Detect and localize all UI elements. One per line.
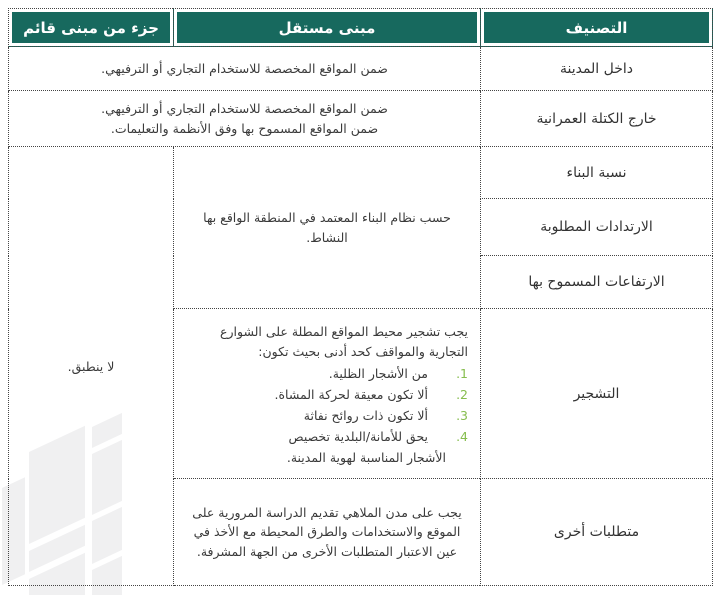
building-ratio-label: نسبة البناء — [481, 147, 713, 199]
not-applicable-cell: لا ينطبق. — [9, 147, 174, 586]
landscaping-intro: يجب تشجير محيط المواقع المطلة على الشوارع التجارية والمواقف كحد أدنى بحيث تكون: — [220, 323, 468, 359]
list-item-number: 1. — [456, 365, 468, 381]
list-item — [184, 427, 468, 447]
row-outside-urban-mass — [9, 91, 713, 147]
list-item-text: ألا تكون ذات روائح نفاثة — [303, 407, 428, 423]
list-item-number: 4. — [456, 428, 468, 444]
outside-urban-mass-label: خارج الكتلة العمرانية — [481, 91, 713, 147]
classification-table — [8, 8, 713, 586]
row-building-ratio — [9, 147, 713, 199]
list-item-text: من الأشجار الظلية. — [328, 365, 428, 381]
row-inside-city — [9, 47, 713, 91]
building-system-note: حسب نظام البناء المعتمد في المنطقة الواقع بها النشاط. — [174, 147, 481, 309]
required-setbacks-label: الارتدادات المطلوبة — [481, 199, 713, 256]
header-row — [9, 9, 713, 47]
allowed-heights-label: الارتفاعات المسموح بها — [481, 256, 713, 309]
inside-city-label: داخل المدينة — [481, 47, 713, 91]
landscaping-label: التشجير — [481, 309, 713, 479]
list-item — [184, 406, 468, 426]
list-item-text: يحق للأمانة/البلدية تخصيص — [288, 428, 428, 444]
header-standalone-building: مبنى مستقل — [174, 9, 481, 47]
outside-urban-mass-value — [9, 91, 481, 147]
outside-urban-mass-line2: ضمن المواقع المسموح بها وفق الأنظمة والتعليمات. — [110, 120, 379, 136]
list-item-text: ألا تكون معيقة لحركة المشاة. — [274, 386, 428, 402]
inside-city-value: ضمن المواقع المخصصة للاستخدام التجاري أو الترفيهي. — [9, 47, 481, 91]
list-item-number: 2. — [456, 386, 468, 402]
landscaping-requirements — [174, 309, 481, 479]
other-requirements-label: متطلبات أخرى — [481, 479, 713, 586]
list-item-continuation: الأشجار المناسبة لهوية المدينة. — [286, 449, 446, 465]
other-requirements-value: يجب على مدن الملاهي تقديم الدراسة المرورية على الموقع والاستخدامات والطرق المحيطة مع الأخذ في عين الاعتبار المتطلبات الأخرى من الجهة المشرفة. — [174, 479, 481, 586]
header-part-of-existing-building: جزء من مبنى قائم — [9, 9, 174, 47]
list-item-number: 3. — [456, 407, 468, 423]
outside-urban-mass-line1: ضمن المواقع المخصصة للاستخدام التجاري أو الترفيهي. — [101, 101, 388, 117]
header-classification: التصنيف — [481, 9, 713, 47]
list-item — [184, 385, 468, 405]
list-item — [184, 364, 468, 384]
